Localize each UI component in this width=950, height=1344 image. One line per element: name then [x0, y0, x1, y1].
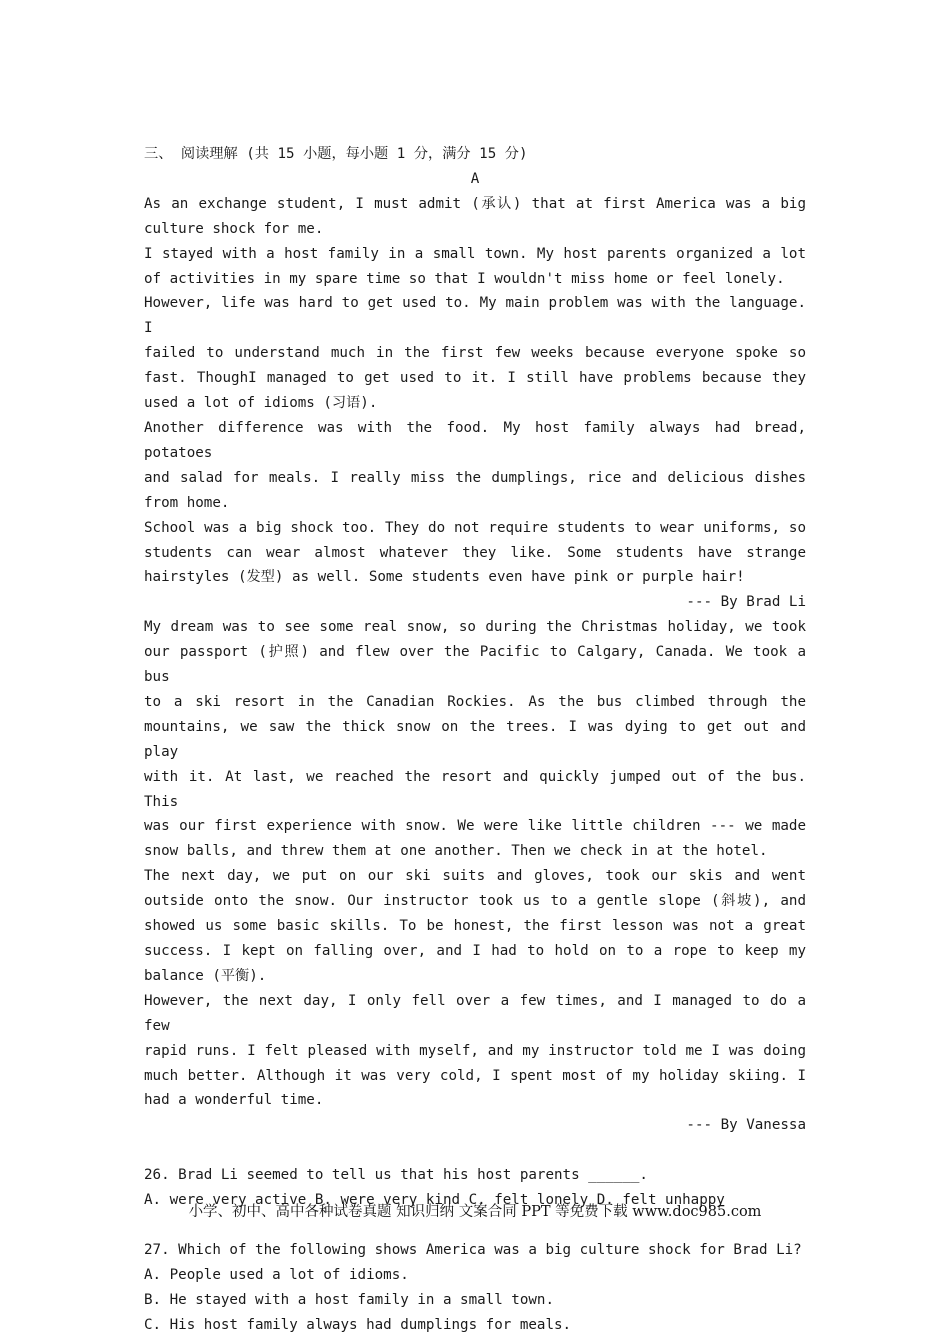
passage-1-byline: --- By Brad Li: [686, 594, 806, 611]
footer-banner: 小学、初中、高中各种试卷真题 知识归纳 文案合同 PPT 等免费下载 www.doc985.com: [188, 1204, 762, 1220]
passage-1-line: culture shock for me.: [144, 220, 324, 237]
passage-2-line: outside onto the snow. Our instructor took us to a gentle slope (斜坡), and: [144, 893, 806, 910]
passage-2-line: to a ski resort in the Canadian Rockies. As the bus climbed through the: [144, 693, 806, 710]
passage-2-line: our passport (护照) and flew over the Pacific to Calgary, Canada. We took a bus: [144, 644, 806, 686]
passage-1-line: used a lot of idioms (习语).: [144, 395, 378, 412]
passage-1-line: As an exchange student, I must admit (承认) that at first America was a big: [144, 195, 806, 212]
question-27: [144, 1238, 806, 1338]
question-stem: 26. Brad Li seemed to tell us that his host parents ______.: [144, 1167, 648, 1184]
passage-2-line: However, the next day, I only fell over a few times, and I managed to do a few: [144, 992, 806, 1034]
passage-2-line: rapid runs. I felt pleased with myself, and my instructor told me I was doing: [144, 1042, 806, 1059]
passage-2-line: had a wonderful time.: [144, 1092, 324, 1109]
passage-1-line: Another difference was with the food. My host family always had bread, potatoes: [144, 419, 806, 461]
passage-1-line: of activities in my spare time so that I wouldn't miss home or feel lonely.: [144, 270, 785, 287]
passage-label: A: [470, 170, 480, 187]
passage-2-line: was our first experience with snow. We were like little children --- we made: [144, 818, 806, 835]
spacer: [144, 1138, 806, 1163]
passage-2-line: with it. At last, we reached the resort and quickly jumped out of the bus. This: [144, 768, 806, 810]
passage-1-line: and salad for meals. I really miss the dumplings, rice and delicious dishes: [144, 469, 806, 486]
question-stem: 27. Which of the following shows America was a big culture shock for Brad Li?: [144, 1241, 802, 1258]
question-option: A. People used a lot of idioms.: [144, 1266, 409, 1283]
passage-1-line: However, life was hard to get used to. My main problem was with the language. I: [144, 295, 806, 337]
passage-2-line: My dream was to see some real snow, so during the Christmas holiday, we took: [144, 619, 806, 636]
question-options: A. were very active B. were very kind C. felt lonely D. felt unhappy: [144, 1192, 725, 1209]
passage-2-line: mountains, we saw the thick snow on the trees. I was dying to get out and play: [144, 718, 806, 760]
passage-2-line: The next day, we put on our ski suits and gloves, took our skis and went: [144, 868, 806, 885]
passage-1-line: I stayed with a host family in a small town. My host parents organized a lot: [144, 245, 806, 262]
page-content: [144, 142, 806, 1337]
passage-2: [144, 615, 806, 1138]
passage-1-line: students can wear almost whatever they like. Some students have strange: [144, 544, 806, 561]
passage-2-byline: --- By Vanessa: [686, 1117, 806, 1134]
question-option: B. He stayed with a host family in a small town.: [144, 1291, 554, 1308]
passage-1-line: from home.: [144, 494, 230, 511]
passage-2-line: snow balls, and threw them at one another. Then we check in at the hotel.: [144, 843, 768, 860]
passage-1-line: School was a big shock too. They do not require students to wear uniforms, so: [144, 519, 806, 536]
passage-2-line: success. I kept on falling over, and I had to hold on to a rope to keep my: [144, 943, 806, 959]
passage-1-line: failed to understand much in the first few weeks because everyone spoke so: [144, 345, 806, 362]
passage-2-line: balance (平衡).: [144, 967, 267, 984]
passage-1-line: fast. ThoughI managed to get used to it. I still have problems because they: [144, 370, 806, 387]
passage-2-line: showed us some basic skills. To be honest, the first lesson was not a great: [144, 918, 806, 935]
passage-2-line: much better. Although it was very cold, I spent most of my holiday skiing. I: [144, 1067, 806, 1084]
passage-1-line: hairstyles (发型) as well. Some students even have pink or purple hair!: [144, 569, 745, 586]
passage-1: [144, 192, 806, 615]
question-option: C. His host family always had dumplings for meals.: [144, 1316, 572, 1333]
section-title: 三、 阅读理解 (共 15 小题，每小题 1 分，满分 15 分): [144, 146, 528, 162]
